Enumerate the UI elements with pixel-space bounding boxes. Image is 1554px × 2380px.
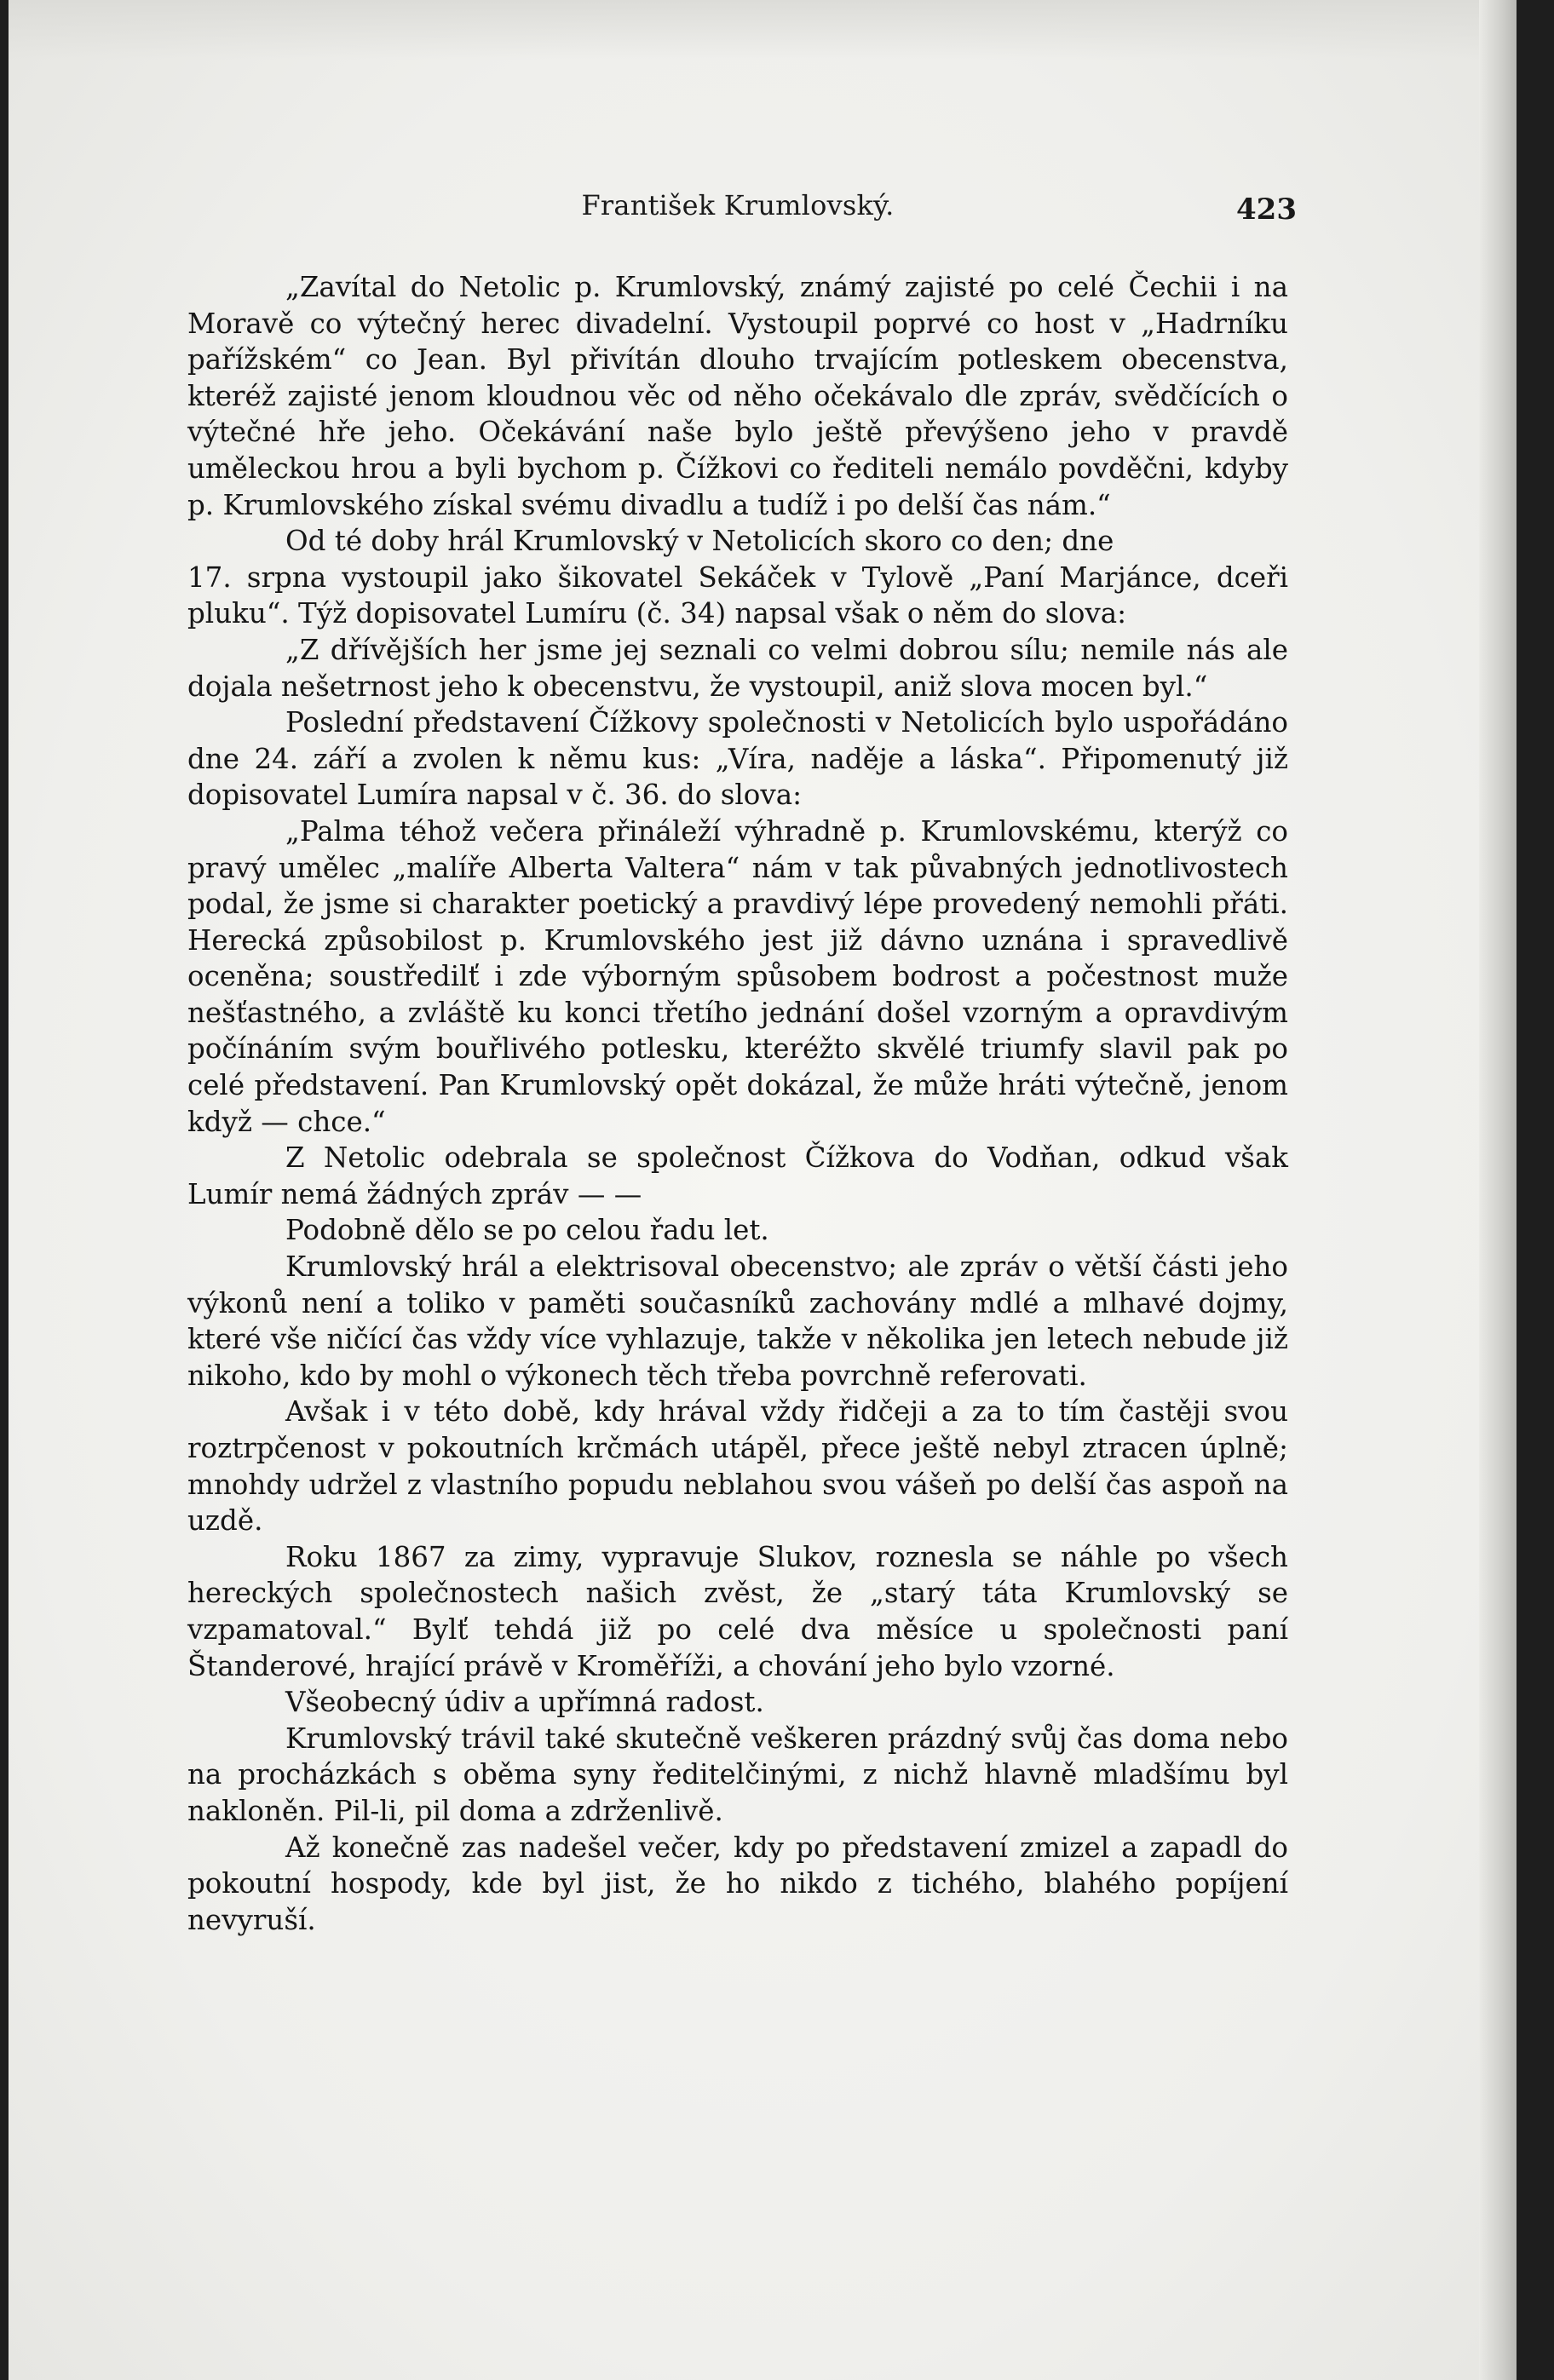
running-head	[179, 189, 1297, 240]
paragraph-electrified: Krumlovský hrál a elektrisoval obecenstvo; ale zpráv o větší části jeho výkonů není a toliko v paměti současníků zachovány mdlé a mlhavé dojmy, které vše ničící čas vždy více vyhlazuje, takže v několika jen letech nebude již nikoho, kdo by mohl o výkonech těch třeba povrchně referovati.	[187, 1250, 1288, 1392]
running-title: František Krumlovský.	[581, 189, 895, 221]
paragraph-vodnany: Z Netolic odebrala se společnost Čížkova do Vodňan, odkud však Lumír nemá žádných zpráv — —	[187, 1141, 1288, 1210]
paragraph-1867: Roku 1867 za zimy, vypravuje Slukov, roznesla se náhle po všech hereckých společnostech našich zvěst, že „starý táta Krumlovský se vzpamatoval.“ Bylť tehdá již po celé dva měsíce u společnosti paní Štanderové, hrající právě v Kroměříži, a chování jeho bylo vzorné.	[187, 1540, 1288, 1682]
paragraph-quote-lumir-2: „Z dřívějších her jsme jej seznali co velmi dobrou sílu; nemile nás ale dojala nešetrnost jeho k obecenstvu, že vystoupil, aniž slova mocen byl.“	[187, 633, 1288, 703]
paragraph-quote-lumir-3: „Palma téhož večera přináleží výhradně p. Krumlovskému, kterýž co pravý umělec „malíře Alberta Valtera“ nám v tak půvabných jednotlivostech podal, že jsme si charakter poetický a pravdivý lépe provedený nemohli přáti. Herecká způsobilost p. Krumlovského jest již dávno uznána i spravedlivě oceněna; soustředilť i zde výborným spůsobem bodrost a počestnost muže nešťastného, a zvláště ku konci třetího jednání došel vzorným a opravdivým počínáním svým bouřlivého potlesku, kteréžto skvělé triumfy slavil pak po celé představení. Pan Krumlovský opět dokázal, že může hráti výtečně, jenom když — chce.“	[187, 814, 1288, 1138]
page-right-edge	[1479, 0, 1517, 2380]
paragraph-last-performance: Poslední představení Čížkovy společnosti v Netolicích bylo uspořádáno dne 24. září a zvolen k němu kus: „Víra, naděje a láska“. Připomenutý již dopisovatel Lumíra napsal v č. 36. do slova:	[187, 706, 1288, 812]
paragraph-continuation: 17. srpna vystoupil jako šikovatel Sekáček v Tylově „Paní Marjánce, dceři pluku“. Týž dopisovatel Lumíru (č. 34) napsal však o něm do slova:	[187, 561, 1288, 630]
book-page	[9, 0, 1517, 2380]
page-number: 423	[1236, 193, 1297, 227]
paragraph-evening: Až konečně zas nadešel večer, kdy po představení zmizel a zapadl do pokoutní hospody, kde byl jist, že ho nikdo z tichého, blahého popíjení nevyruší.	[187, 1831, 1288, 1936]
paragraph-quote-lumir-1: „Zavítal do Netolic p. Krumlovský, známý zajisté po celé Čechii i na Moravě co výtečný herec divadelní. Vystoupil poprvé co host v „Hadrníku pařížském“ co Jean. Byl přivítán dlouho trvajícím potleskem obecenstva, kteréž zajisté jenom kloudnou věc od něho očekávalo dle zpráv, svědčících o výtečné hře jeho. Očekávání naše bylo ještě převýšeno jeho v pravdě uměleckou hrou a byli bychom p. Čížkovi co řediteli nemálo povděčni, kdyby p. Krumlovského získal svému divadlu a tudíž i po delší čas nám.“	[187, 271, 1288, 521]
paragraph-years: Podobně dělo se po celou řadu let.	[285, 1214, 769, 1247]
paragraph-astonishment: Všeobecný údiv a upřímná radost.	[285, 1686, 764, 1719]
page-top-shadow	[9, 0, 1517, 60]
paragraph-netolice: Od té doby hrál Krumlovský v Netolicích skoro co den; dne	[285, 525, 1114, 558]
body-text	[187, 269, 1288, 1938]
paragraph-free-time: Krumlovský trávil také skutečně veškeren prázdný svůj čas doma nebo na procházkách s oběma syny ředitelčinými, z nichž hlavně mladšímu byl nakloněn. Pil-li, pil doma a zdrženlivě.	[187, 1722, 1288, 1827]
paragraph-however: Avšak i v této době, kdy hrával vždy řidčeji a za to tím častěji svou roztrpčenost v pokoutních krčmách utápěl, přece ještě nebyl ztracen úplně; mnohdy udržel z vlastního popudu neblahou svou vášeň po delší čas aspoň na uzdě.	[187, 1395, 1288, 1538]
